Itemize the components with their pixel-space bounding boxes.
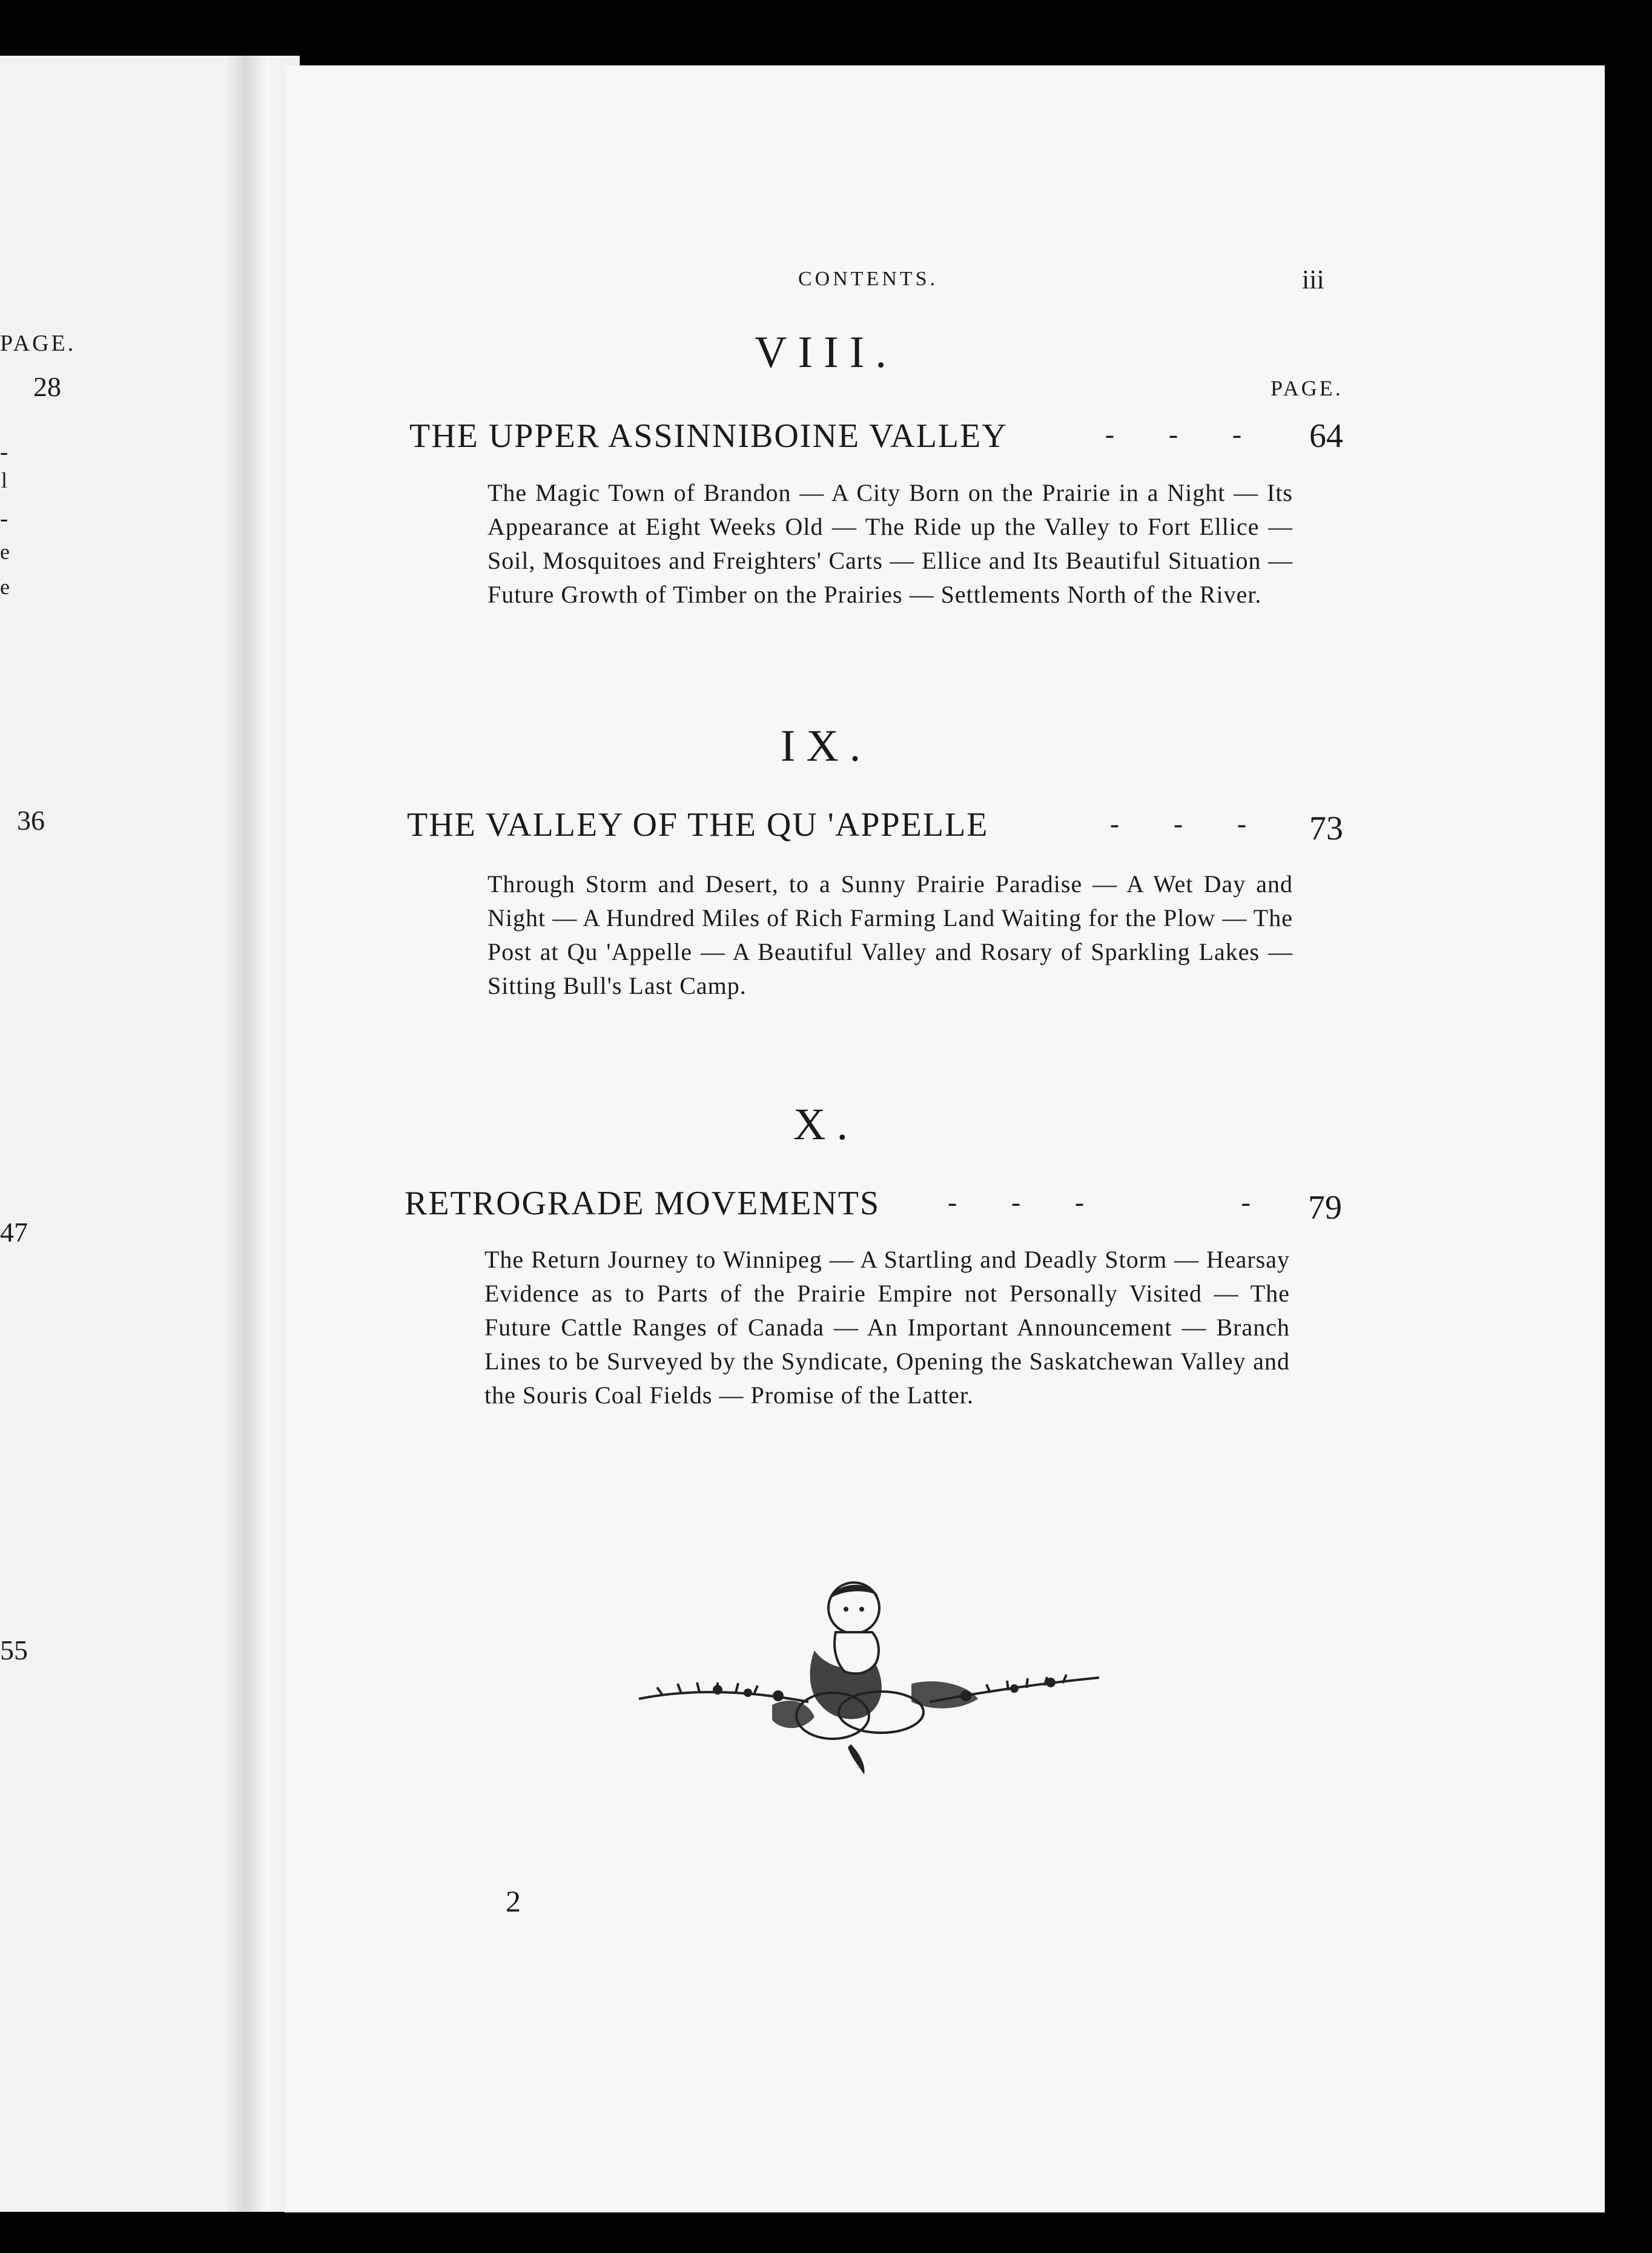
left-page-fragment-mark: e (0, 575, 10, 599)
left-page-fragment-mark: - (0, 505, 8, 532)
left-page-label: PAGE. (0, 331, 76, 356)
running-head: CONTENTS. (798, 268, 939, 290)
chapter-title: THE UPPER ASSINNIBOINE VALLEY (409, 417, 1008, 455)
chapter-page-number: 79 (1308, 1189, 1342, 1226)
left-page-number: 28 (33, 371, 61, 402)
cherub-with-rings-vignette-icon (627, 1572, 1111, 1781)
chapter-summary: Through Storm and Desert, to a Sunny Prairie Paradise — A Wet Day and Night — A Hundred Miles of Rich Farming Land Waiting for the Plow — The Post at Qu 'Appelle — A Beautiful Valley and Rosary of Sparkling Lakes — Sitting Bull's Last Camp. (487, 870, 1293, 999)
left-page-fragment-mark: - (0, 438, 8, 465)
chapter-summary: The Return Journey to Winnipeg — A Startling and Deadly Storm — Hearsay Evidence as to Parts of the Prairie Empire not Personally Visited — The Future Cattle Ranges of Canada — An Important Announcement — Branch Lines to be Surveyed by the Syndicate, Opening the Saskatchewan Valley and the Souris Coal Fields — Promise of the Latter. (484, 1246, 1290, 1409)
left-page-fragment-mark: e (0, 540, 10, 564)
chapter-page-number: 64 (1309, 417, 1343, 455)
chapter-number: VIII. (755, 328, 897, 377)
dash-leader: - - - (1105, 419, 1242, 449)
left-page-number: 47 (0, 1217, 28, 1248)
dash-leader: - - - (1109, 808, 1247, 839)
left-page-number: 36 (17, 805, 45, 836)
left-page-fragment-mark: l (1, 468, 8, 492)
chapter-title: RETROGRADE MOVEMENTS (405, 1185, 881, 1222)
folio-number: iii (1302, 265, 1324, 294)
chapter-title: THE VALLEY OF THE QU 'APPELLE (407, 806, 989, 844)
chapter-page-number: 73 (1309, 810, 1343, 847)
signature-mark: 2 (506, 1884, 521, 1918)
chapter-summary: The Magic Town of Brandon — A City Born on the Prairie in a Night — Its Appearance at Eight Weeks Old — The Ride up the Valley to Fort Ellice — Soil, Mosquitoes and Freighters' Carts — Ellice and Its Beautiful Situation — Future Growth of Timber on the Prairies — Settlements North of the River. (487, 479, 1293, 608)
page-column-label: PAGE. (1270, 376, 1343, 400)
chapter-number: X. (793, 1100, 859, 1150)
dash-leader: - - - - (947, 1186, 1251, 1217)
left-page-number: 55 (0, 1635, 28, 1666)
chapter-number: IX. (780, 721, 872, 771)
